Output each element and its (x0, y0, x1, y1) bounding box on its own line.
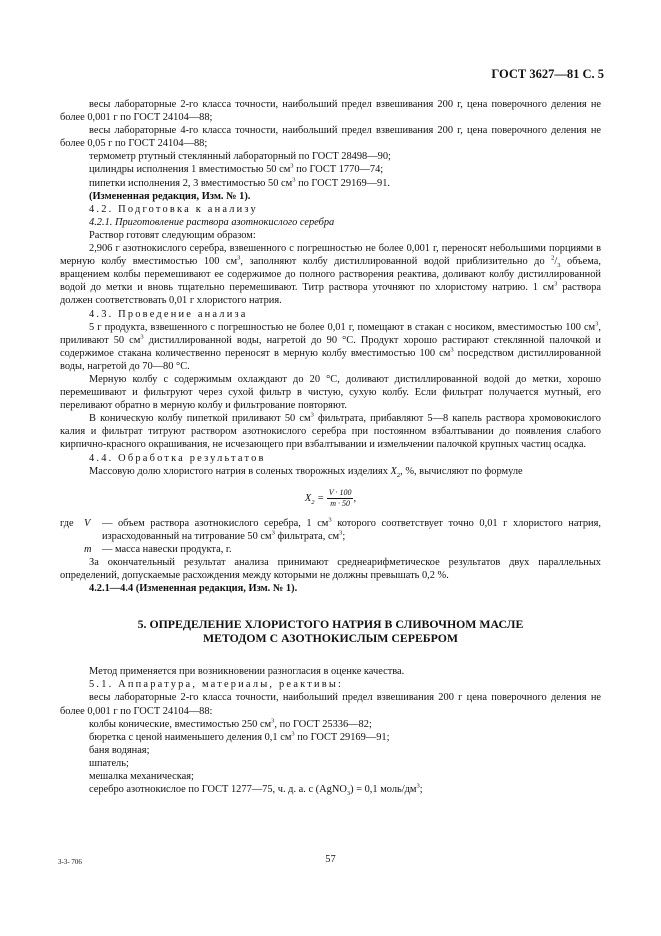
page-number: 57 (325, 854, 336, 865)
subsection-title: 4.2.1. Приготовление раствора азотнокислого серебра (89, 216, 335, 228)
page-header: ГОСТ 3627—81 С. 5 (491, 67, 604, 81)
subsection-title: 4.2. Подготовка к анализу (89, 203, 258, 215)
subsection-title: 5.1. Аппаратура, материалы, реактивы: (89, 679, 344, 691)
text-line: бюретка с ценой наименьшего деления 0,1 $см^3$ по ГОСТ 29169—91; (89, 730, 390, 743)
formula-fraction: $\frac{V \cdot 100}{m \cdot 50}$ (328, 487, 352, 508)
text-line: колбы конические, вместимостью 250 $см^3$, по ГОСТ 25336—82; (89, 717, 372, 730)
text-line: Метод применяется при возникновении разногласия в оценке качества. (89, 666, 405, 678)
text-line: термометр ртутный стеклянный лабораторный по ГОСТ 28498—90; (89, 151, 391, 163)
paragraph: 5 г продукта, взвешенного с погрешностью не более 0,01 г, помещают в стакан с носиком, вместимостью 100 $см^3$, приливают 50 $см^3$ дистиллированной воды, нагретой до 90 °С. Продукт хорошо растирают стеклянной палочкой и содержимое стакана количественно переносят в мерную колбу вместимостью 100 $см^3$ посредством дистиллированной воды, нагретой до 70—80 °С. (60, 320, 602, 372)
text-line: баня водяная; (89, 744, 150, 756)
text-line: серебро азотнокислое по ГОСТ 1277—75, ч. д. а. с (AgNO$_3$) = 0,1 моль/$дм^3$; (89, 782, 423, 798)
paragraph: 2,906 г азотнокислого серебра, взвешенного с погрешностью не более 0,001 г, переносят небольшими порциями в мерную колбу вместимостью 100 $см^3$, заполняют колбу дистиллированной водой приблизительно до $^2/_3$ объема, вращением колбы перемешивают ее содержимое до полного растворения реактива, доливают колбу дистиллированной водой до метки и вновь тщательно перемешивают. Титр раствора уточняют по хлористому натрию. 1 $см^3$ раствора должен соответствовать 0,01 г хлористого натрия. (60, 243, 601, 307)
amendment-note: (Измененная редакция, Изм. № 1). (89, 190, 251, 202)
text-line: весы лабораторные 2-го класса точности, наибольший предел взвешивания 200 г, цена поверочного деления не более 0,001 г по ГОСТ 24104—88; (60, 99, 601, 124)
amendment-note: 4.2.1—4.4 (Измененная редакция, Изм. № 1). (89, 583, 298, 595)
text-line: пипетки исполнения 2, 3 вместимостью 50 $см^3$ по ГОСТ 29169—91. (89, 176, 391, 189)
text-line: шпатель; (89, 757, 129, 769)
paragraph: В коническую колбу пипеткой приливают 50 $см^3$ фильтрата, прибавляют 5—8 капель раствора хромовокислого калия и фильтрат титруют раствором азотнокислого серебра при постоянном взбалтывании до появления слабого кирпично-красного окрашивания, не исчезающего при взбалтывании и измельчении палочкой крупных частиц осадка. (60, 411, 601, 451)
variable-legend: где V — объем раствора азотнокислого серебра, 1 $см^3$ которого соответствует точно 0,01 г хлористого натрия, израсходованный на титрование 50 $см^3$ фильтрата, $см^3$; m — масса навески продукта, г. (60, 516, 601, 555)
subsection-title: 4.3. Проведение анализа (89, 308, 248, 320)
text-line: цилиндры исполнения 1 вместимостью 50 $см^3$ по ГОСТ 1770—74; (89, 163, 384, 176)
print-code: 3-3- 706 (58, 858, 82, 866)
paragraph: Мерную колбу с содержимым охлаждают до 20 °С, доливают дистиллированной водой до метки, хорошо перемешивают и фильтруют через сухой фильтр в чистую, сухую колбу. Если фильтрат получается мутный, его переливают обратно в мерную колбу и фильтрование повторяют. (60, 373, 601, 412)
paragraph: За окончательный результат анализа принимают среднеарифметическое результатов двух параллельных определений, допускаемые расхождения между которыми не должны превышать 0,2 %. (60, 557, 601, 582)
paragraph: Массовую долю хлористого натрия в соленых творожных изделиях $X_2$, %, вычисляют по формуле (89, 465, 523, 479)
section-title: 5. ОПРЕДЕЛЕНИЕ ХЛОРИСТОГО НАТРИЯ В СЛИВОЧНОМ МАСЛЕ МЕТОДОМ С АЗОТНОКИСЛЫМ СЕРЕБРОМ (137, 617, 524, 646)
text-line: Раствор готовят следующим образом: (89, 229, 256, 241)
text-line: весы лабораторные 2-го класса точности, наибольший предел взвешивания 200 г цена поверочного деления не более 0,001 г по ГОСТ 24104—88: (60, 692, 601, 717)
text-line: мешалка механическая; (89, 771, 194, 783)
document-body (60, 98, 601, 796)
formula: $X_2$ = $\frac{V \cdot 100}{m \cdot 50}$ , (304, 487, 357, 508)
subsection-title: 4.4. Обработка результатов (89, 452, 266, 464)
text-line: весы лабораторные 4-го класса точности, наибольший предел взвешивания 200 г, цена поверочного деления не более 0,05 г по ГОСТ 24104—88; (60, 125, 601, 150)
